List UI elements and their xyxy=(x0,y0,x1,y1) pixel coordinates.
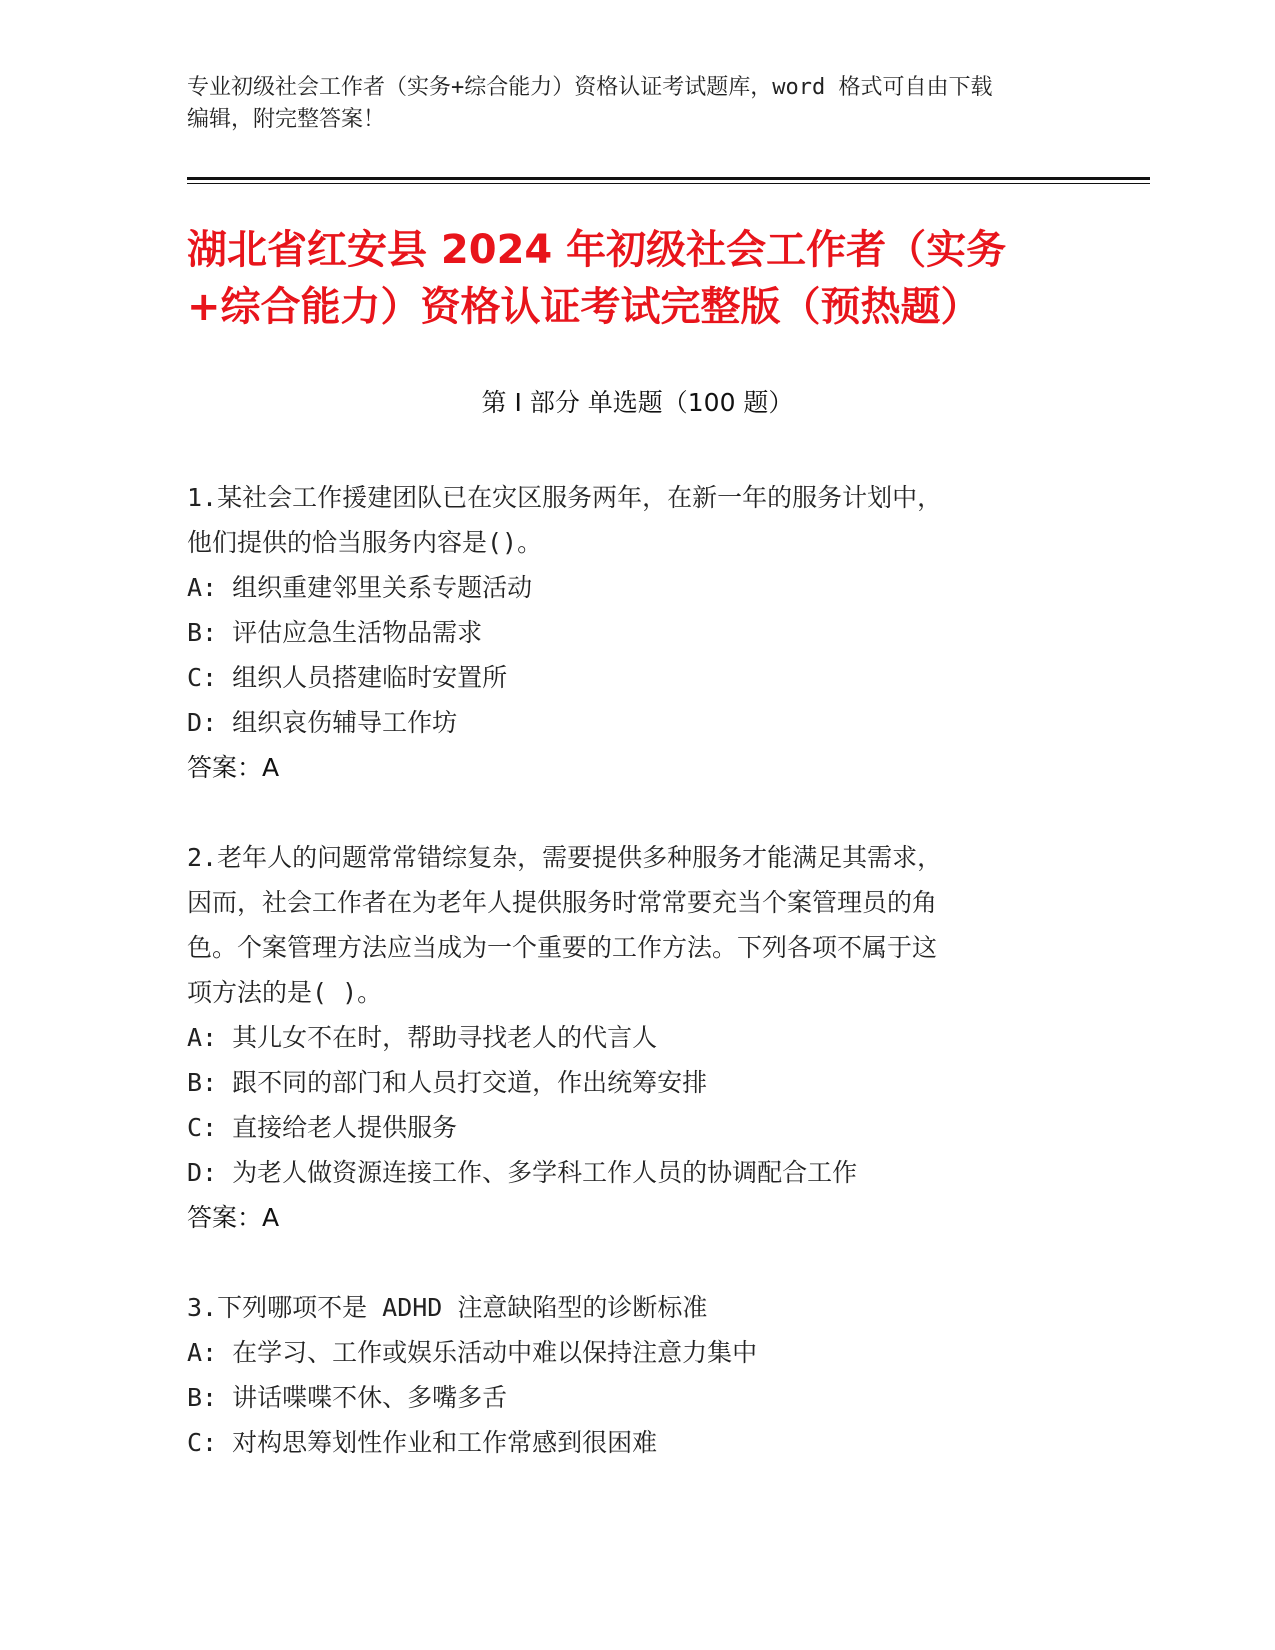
header-note-line-2: 编辑，附完整答案！ xyxy=(187,107,386,132)
question-1 xyxy=(187,475,1087,790)
question-spacer xyxy=(187,1240,1087,1285)
question-list xyxy=(187,475,1087,1465)
question-2-stem-line-1: 2.老年人的问题常常错综复杂，需要提供多种服务才能满足其需求， xyxy=(187,843,943,872)
question-2-option-b: B: 跟不同的部门和人员打交道，作出统筹安排 xyxy=(187,1068,708,1097)
question-2-option-d: D: 为老人做资源连接工作、多学科工作人员的协调配合工作 xyxy=(187,1158,858,1187)
question-2-stem-line-4: 项方法的是( )。 xyxy=(187,978,383,1007)
section-heading: 第 I 部分 单选题（100 题） xyxy=(481,388,794,417)
question-2-option-a: A: 其儿女不在时，帮助寻找老人的代言人 xyxy=(187,1023,658,1052)
question-1-option-a: A: 组织重建邻里关系专题活动 xyxy=(187,573,533,602)
question-2-option-c: C: 直接给老人提供服务 xyxy=(187,1113,458,1142)
document-title-line-2: +综合能力）资格认证考试完整版（预热题） xyxy=(187,284,981,330)
header-divider-thin xyxy=(187,183,1150,184)
header-note-line-1: 专业初级社会工作者（实务+综合能力）资格认证考试题库，word 格式可自由下载 xyxy=(187,75,993,100)
document-title-line-1: 湖北省红安县 2024 年初级社会工作者（实务 xyxy=(187,227,1007,273)
question-3-option-c: C: 对构思筹划性作业和工作常感到很困难 xyxy=(187,1428,658,1457)
question-3-option-b: B: 讲话喋喋不休、多嘴多舌 xyxy=(187,1383,508,1412)
document-title xyxy=(187,222,1107,336)
question-spacer xyxy=(187,790,1087,835)
question-1-stem-line-1: 1.某社会工作援建团队已在灾区服务两年，在新一年的服务计划中， xyxy=(187,483,943,512)
question-2-stem-line-2: 因而，社会工作者在为老年人提供服务时常常要充当个案管理员的角 xyxy=(187,888,938,917)
question-3 xyxy=(187,1285,1087,1465)
question-1-answer: 答案：A xyxy=(187,753,280,782)
question-1-option-c: C: 组织人员搭建临时安置所 xyxy=(187,663,508,692)
question-2-answer: 答案：A xyxy=(187,1203,280,1232)
question-2-stem-line-3: 色。个案管理方法应当成为一个重要的工作方法。下列各项不属于这 xyxy=(187,933,938,962)
question-3-option-a: A: 在学习、工作或娱乐活动中难以保持注意力集中 xyxy=(187,1338,758,1367)
header-divider-thick xyxy=(187,177,1150,180)
question-1-option-d: D: 组织哀伤辅导工作坊 xyxy=(187,708,458,737)
question-1-stem-line-2: 他们提供的恰当服务内容是()。 xyxy=(187,528,543,557)
question-3-stem-line-1: 3.下列哪项不是 ADHD 注意缺陷型的诊断标准 xyxy=(187,1293,708,1322)
question-2 xyxy=(187,835,1087,1240)
header-note xyxy=(187,72,1087,136)
question-1-option-b: B: 评估应急生活物品需求 xyxy=(187,618,483,647)
